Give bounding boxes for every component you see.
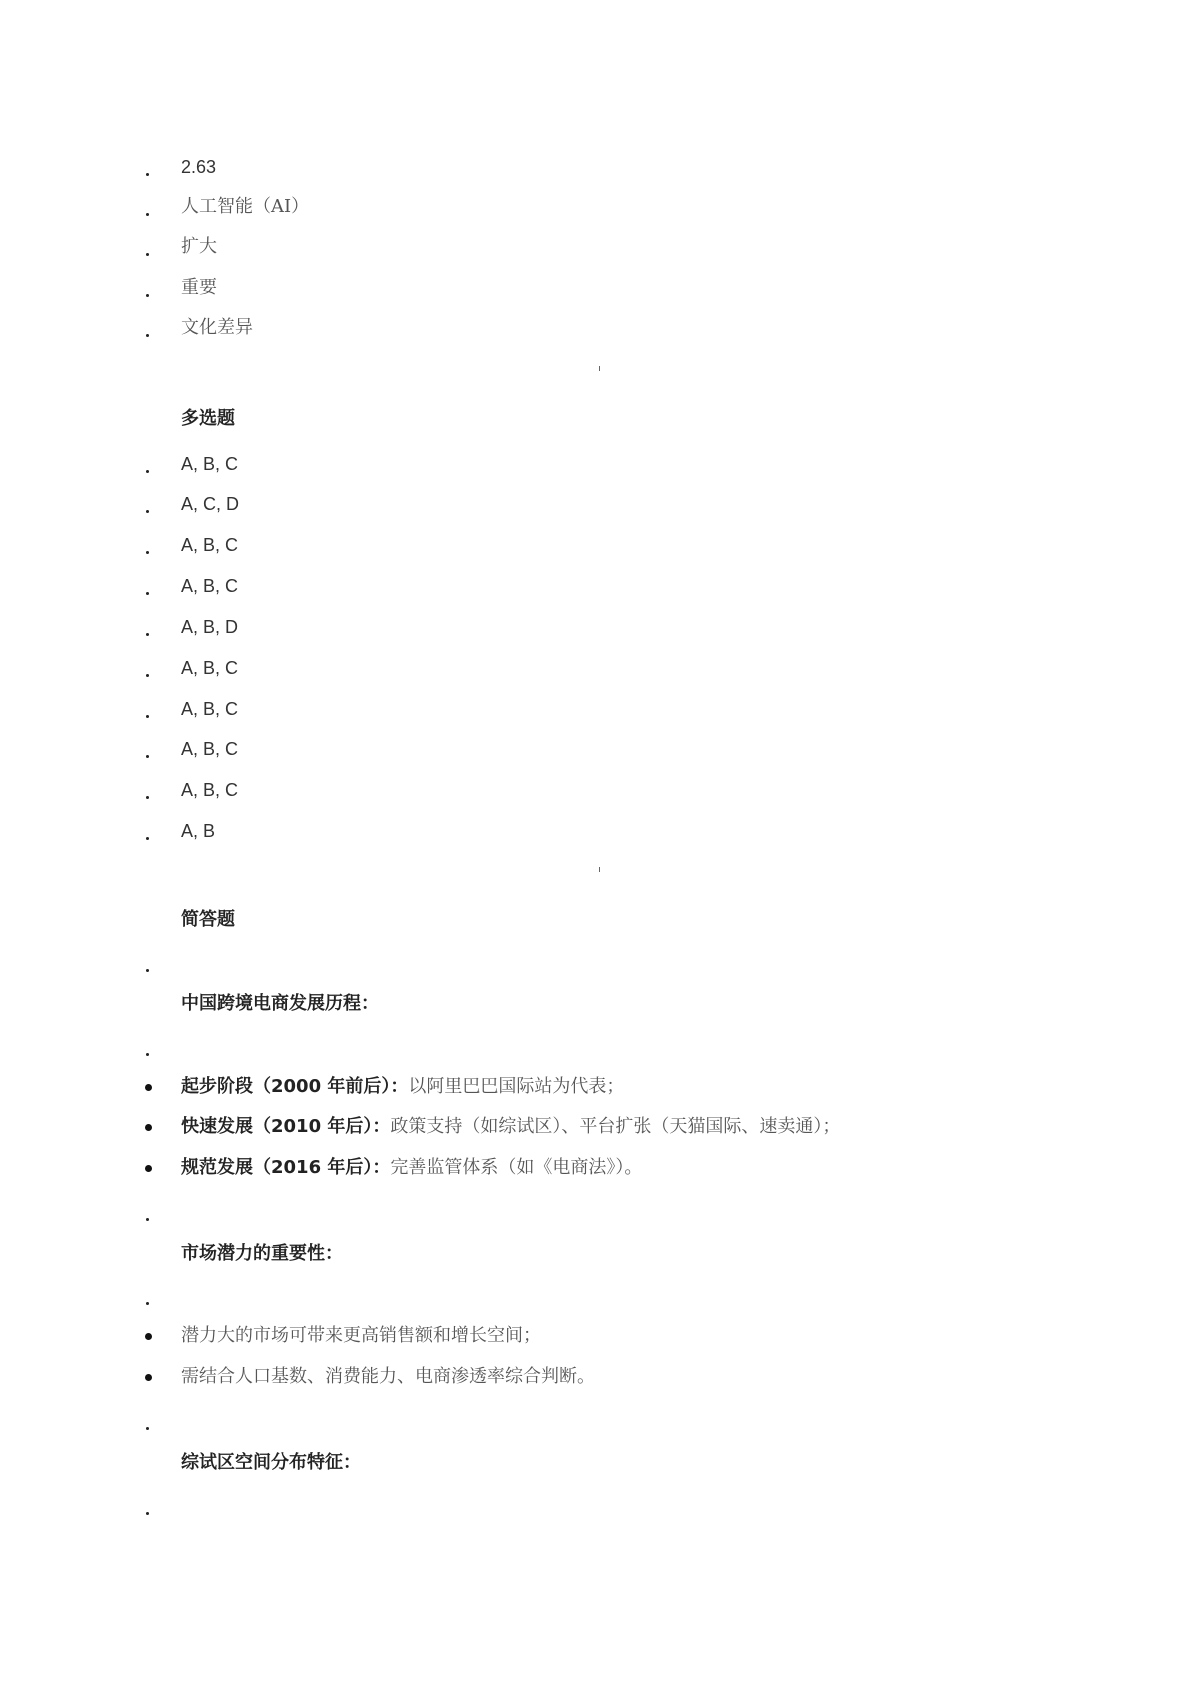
list-dot <box>146 755 149 758</box>
list-item <box>0 532 1191 562</box>
q1-heading: 中国跨境电商发展历程： <box>181 993 379 1014</box>
answer-text: A, C, D <box>181 494 240 514</box>
list-dot <box>146 173 149 176</box>
list-dot <box>146 213 149 216</box>
bullet-rest: 政策支持（如综试区）、平台扩张（天猫国际、速卖通）； <box>390 1116 841 1137</box>
q3-heading: 综试区空间分布特征： <box>181 1452 361 1473</box>
list-dot <box>146 294 149 297</box>
list-item <box>0 696 1191 726</box>
list-dot <box>146 674 149 677</box>
bullet-item <box>0 1155 1191 1185</box>
bullet-icon <box>145 1165 152 1172</box>
bullet-text <box>181 1114 840 1140</box>
list-item <box>0 315 1191 345</box>
list-dot <box>146 592 149 595</box>
section-separator <box>599 867 600 872</box>
answer-text: A, B, C <box>181 699 239 719</box>
bullet-rest: 完善监管体系（如《电商法》）。 <box>390 1157 643 1178</box>
list-item <box>0 818 1191 848</box>
list-dot <box>146 969 149 972</box>
bullet-text: 潜力大的市场可带来更高销售额和增长空间； <box>181 1325 541 1346</box>
bullet-text <box>181 1074 624 1100</box>
list-dot <box>146 1218 149 1221</box>
answer-text: A, B, C <box>181 658 239 678</box>
list-dot <box>146 510 149 513</box>
list-item <box>0 194 1191 224</box>
list-dot <box>146 551 149 554</box>
empty-list-item <box>0 1034 1191 1064</box>
answer-text: 重要 <box>181 277 217 298</box>
list-dot <box>146 253 149 256</box>
answer-text: 文化差异 <box>181 317 253 338</box>
list-dot <box>146 1512 149 1515</box>
answer-text: A, B, C <box>181 576 239 596</box>
list-item <box>0 614 1191 644</box>
bullet-item <box>0 1114 1191 1144</box>
answer-text: 2.63 <box>181 157 217 177</box>
bullet-text: 需结合人口基数、消费能力、电商渗透率综合判断。 <box>181 1366 595 1387</box>
empty-list-item <box>0 1283 1191 1313</box>
list-dot <box>146 1053 149 1056</box>
list-item <box>0 736 1191 766</box>
bullet-rest: 以阿里巴巴国际站为代表； <box>408 1076 625 1097</box>
bullet-icon <box>145 1374 152 1381</box>
bullet-icon <box>145 1333 152 1340</box>
answer-text: 扩大 <box>181 236 217 257</box>
section-separator <box>599 366 600 371</box>
answer-text: A, B, D <box>181 617 239 637</box>
list-dot <box>146 633 149 636</box>
list-item <box>0 275 1191 305</box>
list-dot <box>146 837 149 840</box>
list-item <box>0 777 1191 807</box>
bullet-lead: 快速发展（2010 年后）： <box>181 1116 391 1137</box>
empty-list-item <box>0 950 1191 980</box>
section-heading-multiple-choice: 多选题 <box>181 408 235 429</box>
bullet-lead: 规范发展（2016 年后）： <box>181 1157 391 1178</box>
bullet-text <box>181 1155 642 1181</box>
bullet-item <box>0 1364 1191 1394</box>
empty-list-item <box>0 1408 1191 1438</box>
list-item <box>0 154 1191 184</box>
list-item <box>0 655 1191 685</box>
bullet-icon <box>145 1084 152 1091</box>
list-dot <box>146 1302 149 1305</box>
bullet-icon <box>145 1124 152 1131</box>
empty-list-item <box>0 1493 1191 1523</box>
list-item <box>0 491 1191 521</box>
answer-text: A, B, C <box>181 535 239 555</box>
empty-list-item <box>0 1199 1191 1229</box>
list-dot <box>146 1427 149 1430</box>
answer-text: 人工智能（AI） <box>181 196 310 217</box>
list-item <box>0 573 1191 603</box>
bullet-lead: 起步阶段（2000 年前后）： <box>181 1076 409 1097</box>
bullet-item <box>0 1323 1191 1353</box>
answer-text: A, B, C <box>181 739 239 759</box>
list-item <box>0 234 1191 264</box>
list-dot <box>146 715 149 718</box>
list-dot <box>146 796 149 799</box>
list-dot <box>146 470 149 473</box>
answer-text: A, B, C <box>181 780 239 800</box>
answer-text: A, B <box>181 821 216 841</box>
q2-heading: 市场潜力的重要性： <box>181 1243 343 1264</box>
bullet-item <box>0 1074 1191 1104</box>
list-item <box>0 451 1191 481</box>
section-heading-short-answer: 简答题 <box>181 909 235 930</box>
list-dot <box>146 334 149 337</box>
answer-text: A, B, C <box>181 454 239 474</box>
